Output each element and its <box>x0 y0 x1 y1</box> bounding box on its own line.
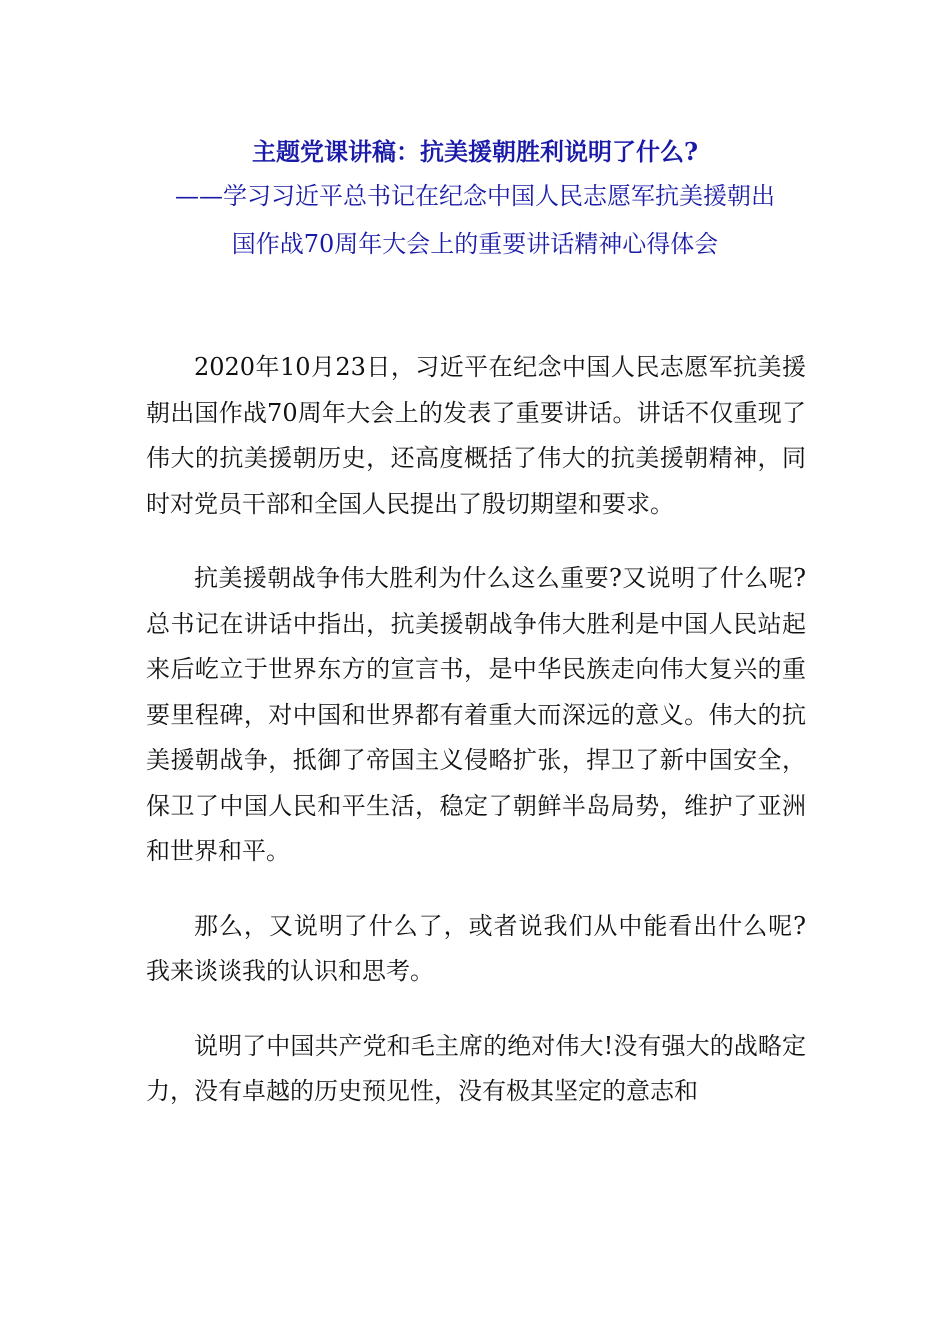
paragraph-4: 说明了中国共产党和毛主席的绝对伟大!没有强大的战略定力，没有卓越的历史预见性，没有极其坚定的意志和 <box>146 1031 806 1105</box>
paragraph-1: 2020年10月23日，习近平在纪念中国人民志愿军抗美援朝出国作战70周年大会上的发表了重要讲话。讲话不仅重现了伟大的抗美援朝历史，还高度概括了伟大的抗美援朝精神，同时对党员干部和全国人民提出了殷切期望和要求。 <box>146 353 806 518</box>
document-subtitle-line-2: 国作战70周年大会上的重要讲话精神心得体会 <box>231 230 719 258</box>
paragraph-3: 那么，又说明了什么了，或者说我们从中能看出什么呢?我来谈谈我的认识和思考。 <box>146 911 806 985</box>
document-title: 主题党课讲稿：抗美援朝胜利说明了什么? <box>251 137 699 166</box>
document-subtitle-line-1: ——学习习近平总书记在纪念中国人民志愿军抗美援朝出 <box>175 182 775 210</box>
title-block <box>140 132 810 268</box>
paragraph-2: 抗美援朝战争伟大胜利为什么这么重要?又说明了什么呢?总书记在讲话中指出，抗美援朝战争伟大胜利是中国人民站起来后屹立于世界东方的宣言书，是中华民族走向伟大复兴的重要里程碑，对中国和世界都有着重大而深远的意义。伟大的抗美援朝战争，抵御了帝国主义侵略扩张，捍卫了新中国安全，保卫了中国人民和平生活，稳定了朝鲜半岛局势，维护了亚洲和世界和平。 <box>146 564 806 865</box>
document-body <box>146 345 806 1144</box>
